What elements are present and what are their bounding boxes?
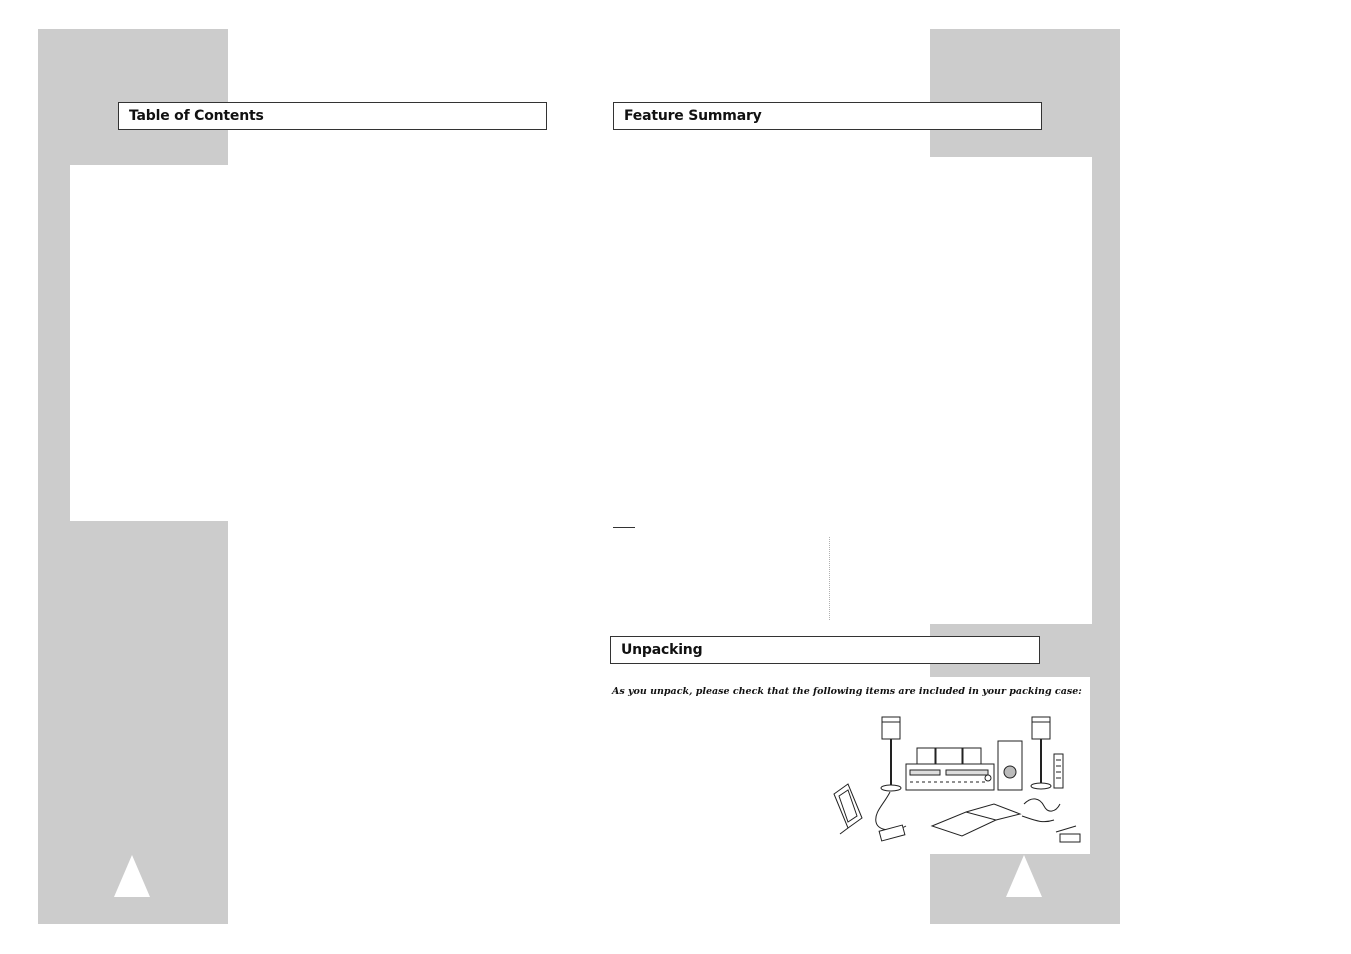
unpacking-intro: As you unpack, please check that the following items are included in your packing case: xyxy=(612,686,1082,697)
receiver-illustration xyxy=(906,764,994,790)
remote-illustration xyxy=(1054,754,1063,788)
fm-antenna-illustration xyxy=(876,792,906,841)
feature-summary-header: Feature Summary xyxy=(613,102,1042,130)
note-rule xyxy=(613,527,635,528)
column-divider xyxy=(829,537,830,620)
manual-illustration xyxy=(932,804,1020,836)
left-speaker-illustration xyxy=(881,717,901,791)
package-contents-illustration xyxy=(826,708,1090,854)
unpacking-header: Unpacking xyxy=(610,636,1040,664)
center-speakers-illustration xyxy=(917,748,981,764)
am-antenna-illustration xyxy=(834,784,862,834)
left-content-area xyxy=(70,165,228,521)
cables-illustration xyxy=(1022,799,1080,842)
right-feature-area xyxy=(930,157,1092,624)
table-of-contents-header: Table of Contents xyxy=(118,102,547,130)
triangle-icon xyxy=(1006,855,1042,897)
right-speaker-illustration xyxy=(1031,717,1051,789)
triangle-icon xyxy=(114,855,150,897)
subwoofer-illustration xyxy=(998,741,1022,790)
